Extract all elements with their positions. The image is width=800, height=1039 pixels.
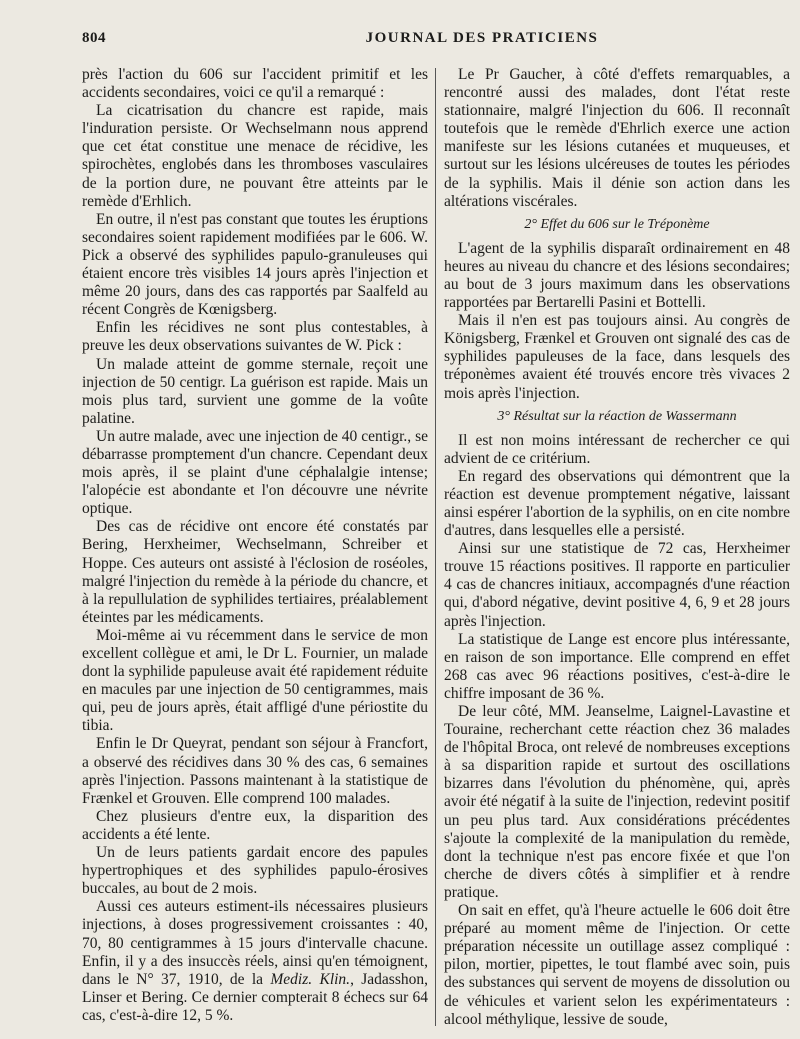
paragraph: Des cas de récidive ont encore été constatés par Bering, Herxheimer, Wechselmann, Schreiber et Hoppe. Ces auteurs ont assisté à l'éclosion de roséoles, malgré l'injection du remède à la période du chancre, et à la repullulation de syphilides tertiaires, préalablement éteintes par les médicaments. [82, 518, 428, 626]
text-span: Aussi ces auteurs estiment-ils nécessaires plusieurs injections, à doses progressivement croissantes : 40, 70, 80 centigrammes à 15 jours d'intervalle chacune. Enfin, il y a des insuccès réels, ainsi qu'en témoignent, dans le N° 37, 1910, de la [82, 898, 428, 988]
paragraph: En outre, il n'est pas constant que toutes les éruptions secondaires soient rapidement modifiées par le 606. W. Pick a observé des syphilides papulo-granuleuses qui étaient encore très visibles 14 jours après l'injection et même 20 jours, dans des cas rapportés par Saalfeld au récent Congrès de Kœnigsberg. [82, 210, 428, 319]
paragraph: Ainsi sur une statistique de 72 cas, Herxheimer trouve 15 réactions positives. Il rapporte en particulier 4 cas de chancres initiaux, accompagnés d'une réaction qui, d'abord négative, devint positive 4, 6, 9 et 28 jours après l'injection. [444, 540, 790, 630]
section-heading: 3° Résultat sur la réaction de Wassermann [497, 408, 737, 424]
paragraph: Le Pr Gaucher, à côté d'effets remarquables, a rencontré aussi des malades, dont l'état reste stationnaire, malgré l'injection du 606. Il reconnaît toutefois que le remède d'Ehrlich exerce une action manifeste sur les lésions cutanées et muqueuses, et surtout sur les lésions ulcéreuses de toutes les périodes de la syphilis. Mais il dénie son action dans les altérations viscérales. [444, 66, 790, 210]
paragraph: Il est non moins intéressant de rechercher ce qui advient de ce critérium. [444, 431, 790, 467]
paragraph: Un malade atteint de gomme sternale, reçoit une injection de 50 centigr. La guérison est rapide. Mais un mois plus tard, survient une gomme de la voûte palatine. [82, 355, 428, 427]
paragraph: Mais il n'en est pas toujours ainsi. Au congrès de Königsberg, Frænkel et Grouven ont signalé des cas de syphilides papuleuses de la face, dans lesquels des tréponèmes avaient été trouvés encore très vivaces 2 mois après l'injection. [444, 312, 790, 402]
paragraph: Moi-même ai vu récemment dans le service de mon excellent collègue et ami, le Dr L. Fournier, un malade dont la syphilide papuleuse avait été rapidement réduite en macules par une injection de 50 centigrammes, mais qui, peu de jours après, était affligé d'une périostite du tibia. [82, 626, 428, 735]
page-number: 804 [82, 30, 106, 46]
column-divider [435, 68, 436, 1026]
paragraph: La statistique de Lange est encore plus intéressante, en raison de son importance. Elle comprend en effet 268 cas avec 96 réactions positives, c'est-à-dire le chiffre imposant de 36 %. [444, 630, 790, 702]
journal-title: JOURNAL DES PRATICIENS [365, 30, 599, 46]
paragraph: Chez plusieurs d'entre eux, la disparition des accidents a été lente. [82, 807, 428, 843]
left-column [82, 66, 428, 1032]
right-column [444, 66, 790, 1032]
paragraph: Un de leurs patients gardait encore des papules hypertrophiques et des syphilides papulo-érosives buccales, au bout de 2 mois. [82, 844, 428, 898]
journal-citation: Mediz. Klin. [270, 970, 351, 988]
page-header [82, 30, 760, 52]
paragraph: On sait en effet, qu'à l'heure actuelle le 606 doit être préparé au moment même de l'injection. Or cette préparation nécessite un outillage assez compliqué : pilon, mortier, pipettes, le tout flambé avec soin, puis des substances qui servent de moyens de dissolution ou de véhicules et varient selon les expérimentateurs : alcool méthylique, lessive de soude, [444, 902, 790, 1028]
paragraph [82, 898, 428, 1025]
paragraph: Enfin les récidives ne sont plus contestables, à preuve les deux observations suivantes de W. Pick : [82, 319, 428, 355]
paragraph: En regard des observations qui démontrent que la réaction est devenue promptement négative, laissant ainsi espérer l'abortion de la syphilis, on en cite nombre d'autres, dans lesquelles elle a persisté. [444, 467, 790, 540]
paragraph: près l'action du 606 sur l'accident primitif et les accidents secondaires, voici ce qu'il a remarqué : [82, 66, 428, 102]
paragraph: Enfin le Dr Queyrat, pendant son séjour à Francfort, a observé des récidives dans 30 % des cas, 6 semaines après l'injection. Passons maintenant à la statistique de Frænkel et Grouven. Elle comprend 100 malades. [82, 735, 428, 807]
paragraph: La cicatrisation du chancre est rapide, mais l'induration persiste. Or Wechselmann nous apprend que cet état constitue une menace de récidive, les spirochètes, englobés dans les thromboses vasculaires de la portion dure, ne pouvant être atteints par le remède d'Erhlich. [82, 102, 428, 210]
paragraph: L'agent de la syphilis disparaît ordinairement en 48 heures au niveau du chancre et des lésions secondaires; au bout de 3 jours maximum dans les observations rapportées par Bertarelli Pasini et Bottelli. [444, 239, 790, 312]
paragraph: De leur côté, MM. Jeanselme, Laignel-Lavastine et Touraine, recherchant cette réaction chez 36 malades de l'hôpital Broca, ont relevé de nombreuses exceptions à sa disparition rapide et surtout des oscillations bizarres dans l'évolution du phénomène, qui, après avoir été négatif à la suite de l'injection, redevint positif un peu plus tard. Aux considérations précédentes s'ajoute la complexité de la manipulation du remède, dont la technique n'est pas encore fixée et que l'on cherche de divers côtés à simplifier et à rendre pratique. [444, 703, 790, 901]
paragraph: Un autre malade, avec une injection de 40 centigr., se débarrasse promptement d'un chancre. Cependant deux mois après, il se plaint d'une céphalalgie intense; l'alopécie est abondante et l'on découvre une névrite optique. [82, 427, 428, 518]
text-span: , Jadasshon, Linser et Bering. Ce dernier compterait 8 échecs sur 64 cas, c'est-à-dire 12, 5 %. [82, 970, 428, 1024]
section-heading: 2° Effet du 606 sur le Tréponème [524, 216, 710, 232]
